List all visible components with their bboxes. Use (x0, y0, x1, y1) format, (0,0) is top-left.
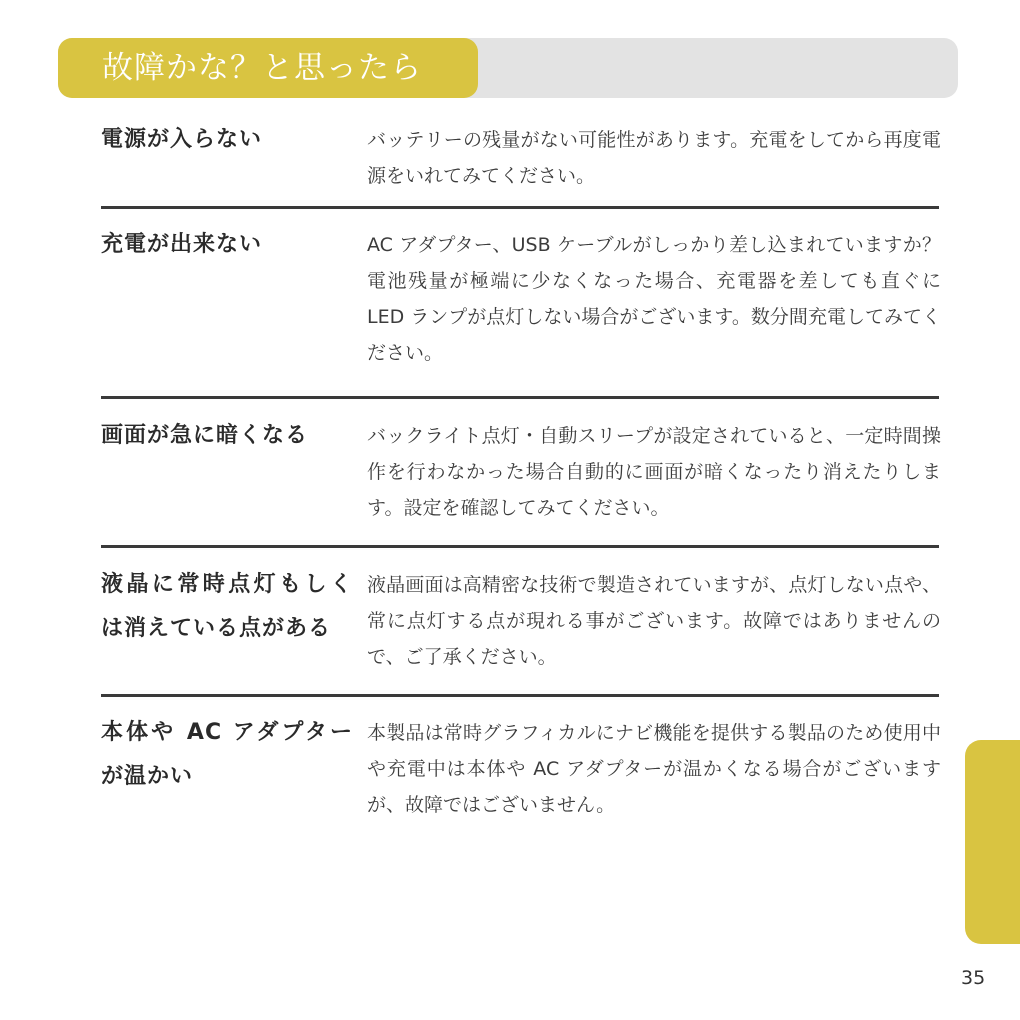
divider (101, 694, 939, 697)
faq-term: 電源が入らない (101, 127, 263, 152)
faq-term: 液晶に常時点灯もしくは消えている点がある (101, 572, 353, 641)
faq-term: 充電が出来ない (101, 232, 263, 257)
section-side-tab (965, 740, 1020, 944)
faq-description: 本製品は常時グラフィカルにナビ機能を提供する製品のため使用中や充電中は本体や AC アダプターが温かくなる場合がございますが、故障ではございません。 (367, 722, 941, 816)
faq-term: 画面が急に暗くなる (101, 423, 309, 448)
page-title: 故障かな？と思ったら (102, 50, 422, 86)
faq-description: バックライト点灯・自動スリープが設定されていると、一定時間操作を行わなかった場合自動的に画面が暗くなったり消えたりします。設定を確認してみてください。 (367, 425, 941, 519)
faq-description: 液晶画面は高精密な技術で製造されていますが、点灯しない点や、常に点灯する点が現れる事がございます。故障ではありませんので、ご了承ください。 (367, 574, 941, 668)
page-number: 35 (961, 967, 986, 989)
faq-description: AC アダプター、USB ケーブルがしっかり差し込まれていますか？電池残量が極端に少なくなった場合、充電器を差しても直ぐに LED ランプが点灯しない場合がございます。数分間充電してみてください。 (367, 234, 941, 364)
divider (101, 206, 939, 209)
faq-description: バッテリーの残量がない可能性があります。充電をしてから再度電源をいれてみてください。 (367, 129, 941, 187)
faq-term: 本体や AC アダプターが温かい (101, 720, 353, 789)
divider (101, 396, 939, 399)
divider (101, 545, 939, 548)
